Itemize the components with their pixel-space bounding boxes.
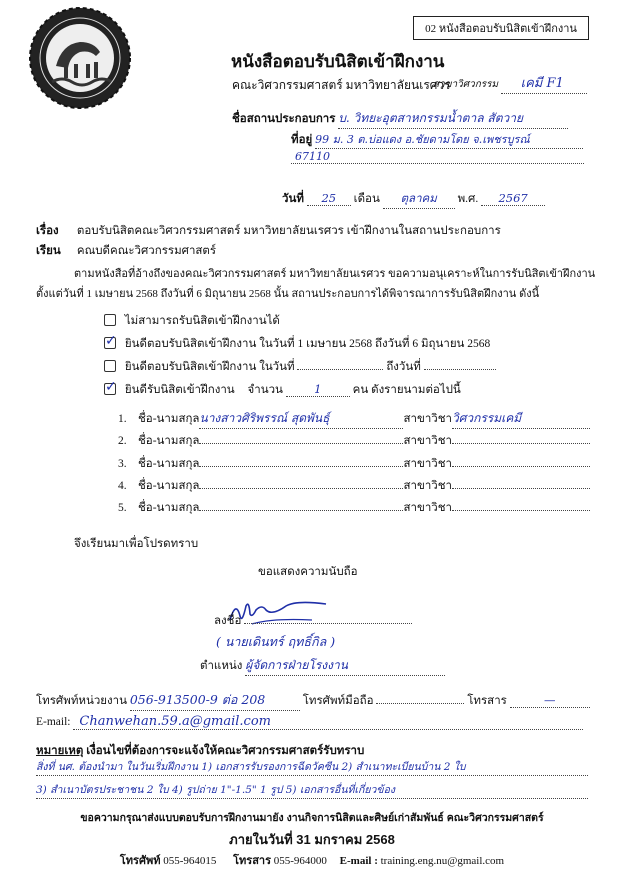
student-name: นางสาวศิริพรรณ์ สุดพันธุ์ xyxy=(199,411,330,425)
footer-deadline: ภายในวันที่ 31 มกราคม 2568 xyxy=(229,832,395,847)
student-no: 5. xyxy=(118,502,127,514)
option-accept-custom-to: ถึงวันที่ xyxy=(386,361,421,373)
student-no: 2. xyxy=(118,435,127,447)
student-name-label: ชื่อ-นามสกุล xyxy=(138,480,200,492)
footer-fax-label: โทรสาร xyxy=(233,855,271,867)
to-text: คณบดีคณะวิศวกรรมศาสตร์ xyxy=(76,245,217,257)
student-name-label: ชื่อ-นามสกุล xyxy=(138,502,200,514)
count-label: จำนวน xyxy=(247,384,283,396)
org-address-label: ที่อยู่ xyxy=(291,134,313,146)
faculty-line: คณะวิศวกรรมศาสตร์ มหาวิทยาลัยนเรศวร xyxy=(232,78,451,92)
note-text: เงื่อนไขที่ต้องการจะแจ้งให้คณะวิศวกรรมศาสตร์รับทราบ xyxy=(86,745,365,757)
day-value: 25 xyxy=(321,191,337,205)
email-value: Chanwehan.59.a@gmail.com xyxy=(79,714,271,729)
inform-text: จึงเรียนมาเพื่อโปรดทราบ xyxy=(74,538,199,550)
option-accept-custom-label: ยินดีตอบรับนิสิตเข้าฝึกงาน ในวันที่ xyxy=(124,361,295,373)
position-value: ผู้จัดการฝ่ายโรงงาน xyxy=(245,658,348,672)
student-name-label: ชื่อ-นามสกุล xyxy=(138,458,200,470)
body-line-1: ตามหนังสือที่อ้างถึงของคณะวิศวกรรมศาสตร์ มหาวิทยาลัยนเรศวร ขอความอนุเคราะห์ในการรับนิสิตเข้าฝึกงาน xyxy=(74,268,596,280)
student-row xyxy=(118,409,590,429)
student-major: วิศวกรรมเคมี xyxy=(452,411,522,425)
office-phone-value: 056-913500-9 ต่อ 208 xyxy=(129,692,266,707)
option-accept-count-suffix: คน ดังรายนามต่อไปนี้ xyxy=(352,384,461,396)
subject-text: ตอบรับนิสิตคณะวิศวกรรมศาสตร์ มหาวิทยาลัยนเรศวร เข้าฝึกงานในสถานประกอบการ xyxy=(76,225,501,237)
footer-contact xyxy=(0,851,624,869)
major-field xyxy=(433,72,587,94)
document-title: หนังสือตอบรับนิสิตเข้าฝึกงาน xyxy=(231,52,445,71)
note-hand-line-2: 3) สำเนาบัตรประชาชน 2 ใบ 4) รูปถ่าย 1"-1.5" 1 รูป 5) เอกสารอื่นที่เกี่ยวข้อง xyxy=(36,784,396,796)
student-major-label: สาขาวิชา xyxy=(403,502,452,514)
contact-phones xyxy=(36,690,590,711)
year-label: พ.ศ. xyxy=(457,193,479,205)
student-row xyxy=(118,477,590,495)
footer-phone-label: โทรศัพท์ xyxy=(119,855,161,867)
student-name-label: ชื่อ-นามสกุล xyxy=(138,435,200,447)
checkbox-accept-count[interactable] xyxy=(104,379,117,395)
subject-label: เรื่อง xyxy=(36,225,59,237)
student-row xyxy=(118,455,590,473)
student-no: 4. xyxy=(118,480,127,492)
form-code-box xyxy=(413,16,589,40)
sign-label: ลงชื่อ xyxy=(214,615,242,627)
footer-fax: 055-964000 xyxy=(273,855,327,867)
day-label: วันที่ xyxy=(282,193,304,205)
footer-email: training.eng.nu@gmail.com xyxy=(380,855,505,867)
option-accept-full[interactable] xyxy=(104,335,490,353)
option-accept-count-label: ยินดีรับนิสิตเข้าฝึกงาน xyxy=(124,384,235,396)
signer-name-field xyxy=(216,632,406,652)
note-hand-line-1: สิ่งที่ นศ. ต้องนำมา ในวันเริ่มฝึกงาน 1) เอกสารรับรองการฉีดวัคซีน 2) สำเนาทะเบียนบ้าน 2 ใบ xyxy=(36,761,466,773)
option-accept-full-label: ยินดีตอบรับนิสิตเข้าฝึกงาน ในวันที่ 1 เมษายน 2568 ถึงวันที่ 6 มิถุนายน 2568 xyxy=(124,338,491,350)
mobile-label: โทรศัพท์มือถือ xyxy=(302,695,374,707)
student-major-label: สาขาวิชา xyxy=(403,435,452,447)
checkbox-decline[interactable] xyxy=(104,314,116,326)
date-field xyxy=(282,190,545,209)
org-name-field xyxy=(232,109,568,129)
checkmark-icon: ✓ xyxy=(105,379,117,395)
student-row xyxy=(118,432,590,450)
office-phone-label: โทรศัพท์หน่วยงาน xyxy=(36,695,127,707)
fax-value: — xyxy=(543,693,556,707)
footer-phone: 055-964015 xyxy=(163,855,217,867)
contact-email xyxy=(36,714,583,730)
footer-email-label: E-mail : xyxy=(339,855,378,867)
org-name-value: บ. วิทยะอุตสาหกรรมน้ำตาล สัตวาย xyxy=(338,111,523,125)
position-label: ตำแหน่ง xyxy=(200,660,243,672)
note-label: หมายเหตุ xyxy=(36,745,84,757)
email-label: E-mail: xyxy=(36,716,71,728)
student-major-label: สาขาวิชา xyxy=(403,480,452,492)
option-accept-count[interactable] xyxy=(104,381,461,399)
note-hand-line-2-wrap xyxy=(36,781,588,802)
student-no: 1. xyxy=(118,413,127,425)
org-name-label: ชื่อสถานประกอบการ xyxy=(232,113,336,125)
org-address-line2: 67110 xyxy=(295,150,330,163)
major-value: เคมี F1 xyxy=(520,76,564,91)
option-decline-label: ไม่สามารถรับนิสิตเข้าฝึกงานได้ xyxy=(124,315,280,327)
month-value: ตุลาคม xyxy=(400,191,437,205)
body-line-2: ตั้งแต่วันที่ 1 เมษายน 2568 ถึงวันที่ 6 มิถุนายน 2568 นั้น สถานประกอบการได้พิจารณาการรับนิสิตฝึกงาน ดังนี้ xyxy=(36,288,540,300)
note-hand-line-1-wrap xyxy=(36,758,588,779)
checkbox-accept-full[interactable] xyxy=(104,333,117,349)
year-value: 2567 xyxy=(498,191,528,205)
signer-name: ( นายเดินทร์ ฤทธิ์กิล ) xyxy=(216,634,336,649)
student-row xyxy=(118,499,590,517)
subject-line xyxy=(36,222,501,240)
org-address-field xyxy=(291,130,583,149)
footer-request: ขอความกรุณาส่งแบบตอบรับการฝึกงานมายัง งานกิจการนิสิตและศิษย์เก่าสัมพันธ์ คณะวิศวกรรมศาสตร์ xyxy=(80,812,544,824)
fax-label: โทรสาร xyxy=(467,695,507,707)
option-decline[interactable] xyxy=(104,312,280,330)
option-accept-custom[interactable] xyxy=(104,358,496,376)
form-code: 02 หนังสือตอบรับนิสิตเข้าฝึกงาน xyxy=(425,23,577,35)
sign-field xyxy=(214,612,412,630)
student-major-label: สาขาวิชา xyxy=(403,413,452,425)
student-major-label: สาขาวิชา xyxy=(403,458,452,470)
checkbox-accept-custom[interactable] xyxy=(104,360,116,372)
to-line xyxy=(36,242,216,260)
org-address-line1: 99 ม. 3 ต.บ่อแดง อ.ชัยดามโดย จ.เพชรบูรณ์ xyxy=(315,133,530,146)
org-address-line2-wrap xyxy=(291,150,584,164)
checkmark-icon: ✓ xyxy=(105,333,117,349)
count-value: 1 xyxy=(314,382,322,396)
faculty-seal-logo xyxy=(28,6,132,110)
student-no: 3. xyxy=(118,458,127,470)
position-field xyxy=(200,656,445,676)
major-label: สาขาวิศวกรรม xyxy=(433,79,499,90)
month-label: เดือน xyxy=(353,193,380,205)
student-name-label: ชื่อ-นามสกุล xyxy=(138,413,200,425)
regards-text: ขอแสดงความนับถือ xyxy=(258,566,358,578)
to-label: เรียน xyxy=(36,245,61,257)
